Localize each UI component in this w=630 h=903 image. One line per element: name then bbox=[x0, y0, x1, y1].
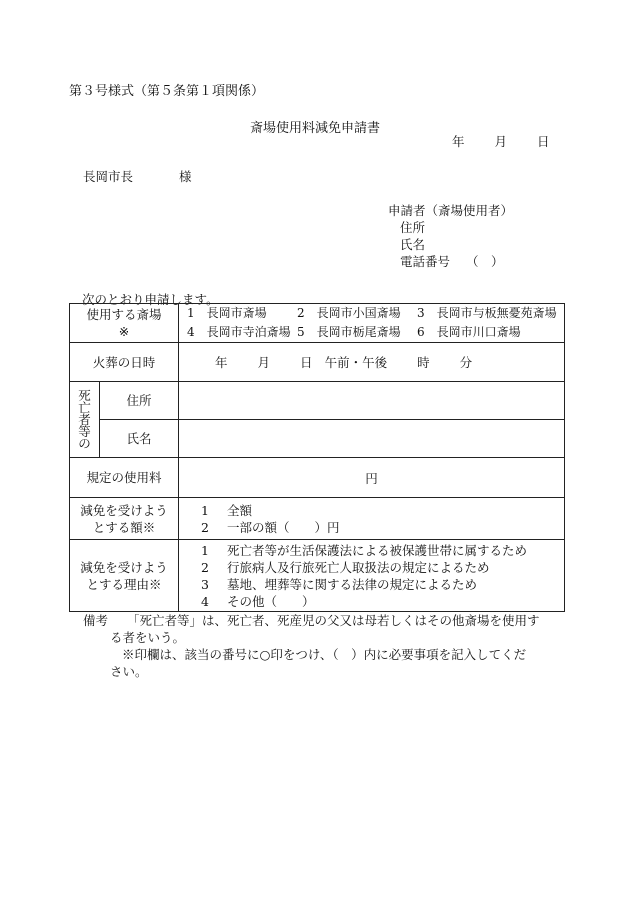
amount-option-1-text: 全額 bbox=[227, 502, 253, 518]
amount-label-line2: とする額※ bbox=[92, 519, 156, 535]
cremation-ampm: 午前・午後 bbox=[324, 355, 388, 370]
document-title: 斎場使用料減免申請書 bbox=[249, 121, 380, 136]
deceased-char-2: 亡 bbox=[78, 399, 91, 415]
cremation-label: 火葬の日時 bbox=[70, 343, 179, 382]
amount-label-line1: 減免を受けよう bbox=[80, 502, 168, 518]
applicant-block bbox=[388, 202, 513, 270]
reason-option-3-num: 3 bbox=[201, 576, 209, 592]
deceased-address-label: 住所 bbox=[100, 382, 179, 420]
amount-row bbox=[70, 498, 565, 540]
reason-option-4-num: 4 bbox=[201, 593, 209, 609]
applicant-address-label: 住所 bbox=[400, 220, 426, 235]
applicant-phone-label: 電話番号 bbox=[400, 254, 451, 269]
cremation-minute: 分 bbox=[459, 355, 473, 370]
facility-label bbox=[70, 304, 179, 343]
intro-text: 次のとおり申請します。 bbox=[82, 292, 219, 307]
deceased-name-label: 氏名 bbox=[100, 420, 179, 458]
applicant-phone bbox=[388, 253, 513, 270]
reason-option-2-text: 行旅病人及行旅死亡人取扱法の規定によるため bbox=[227, 559, 490, 575]
facility-option-1[interactable]: 1 長岡市斎場 bbox=[187, 306, 267, 320]
facility-option-3[interactable]: 3 長岡市与板無憂苑斎場 bbox=[417, 306, 557, 320]
applicant-heading: 申請者（斎場使用者） bbox=[388, 203, 514, 218]
notes-line1-cont: る者をいう。 bbox=[110, 630, 186, 645]
cremation-hour: 時 bbox=[417, 355, 430, 370]
amount-option-2-num: 2 bbox=[201, 519, 209, 535]
notes-line2-cont: さい。 bbox=[110, 664, 148, 679]
fee-unit: 円 bbox=[365, 470, 378, 486]
reason-option-1-num: 1 bbox=[201, 542, 209, 558]
reason-option-2[interactable] bbox=[179, 559, 564, 576]
deceased-char-3: 者 bbox=[78, 411, 91, 427]
deceased-address-field[interactable] bbox=[179, 382, 565, 420]
date-year: 年 bbox=[452, 134, 465, 149]
reason-option-1-text: 死亡者等が生活保護法による被保護世帯に属するため bbox=[227, 542, 528, 558]
amount-options bbox=[179, 498, 565, 540]
facility-option-6[interactable]: 6 長岡市川口斎場 bbox=[417, 325, 521, 339]
reason-label bbox=[70, 540, 179, 612]
applicant-name-label: 氏名 bbox=[400, 237, 426, 252]
deceased-char-1: 死 bbox=[78, 387, 91, 403]
reason-option-1[interactable] bbox=[179, 542, 564, 559]
notes-head: 備考 bbox=[83, 613, 109, 628]
reason-options bbox=[179, 540, 565, 612]
date-month: 月 bbox=[494, 134, 508, 149]
deceased-vertical-label bbox=[70, 382, 100, 458]
facility-row bbox=[70, 304, 565, 343]
reason-option-3-text: 墓地、埋葬等に関する法律の規定によるため bbox=[227, 576, 478, 592]
cremation-year: 年 bbox=[215, 355, 228, 370]
facility-label-line2: ※ bbox=[118, 324, 130, 339]
deceased-char-5: の bbox=[78, 435, 91, 451]
amount-label bbox=[70, 498, 179, 540]
facility-option-4[interactable]: 4 長岡市寺泊斎場 bbox=[187, 325, 291, 339]
amount-option-2-text: 一部の額（ ）円 bbox=[227, 519, 340, 535]
date-day: 日 bbox=[537, 134, 550, 149]
deceased-char-4: 等 bbox=[78, 423, 91, 439]
date-line bbox=[452, 132, 550, 150]
cremation-datetime[interactable] bbox=[179, 343, 565, 382]
facility-options bbox=[179, 304, 565, 343]
notes-block bbox=[83, 612, 568, 680]
deceased-name-field[interactable] bbox=[179, 420, 565, 458]
cremation-day: 日 bbox=[300, 355, 313, 370]
cremation-month: 月 bbox=[257, 355, 271, 370]
addressee-name: 長岡市長 bbox=[83, 169, 134, 184]
fee-row bbox=[70, 458, 565, 498]
reason-row bbox=[70, 540, 565, 612]
amount-option-1-num: 1 bbox=[201, 502, 209, 518]
application-table bbox=[69, 303, 565, 612]
deceased-address-row bbox=[70, 382, 565, 420]
addressee-honorific: 様 bbox=[179, 169, 192, 184]
fee-field[interactable] bbox=[179, 458, 565, 498]
facility-option-5[interactable]: 5 長岡市栃尾斎場 bbox=[297, 325, 401, 339]
reason-option-3[interactable] bbox=[179, 576, 564, 593]
notes-line2: ※印欄は、該当の番号に○印をつけ、（ ）内に必要事項を記入してくだ bbox=[122, 647, 527, 662]
reason-option-4[interactable] bbox=[179, 593, 564, 610]
fee-label: 規定の使用料 bbox=[70, 458, 179, 498]
reason-label-line1: 減免を受けよう bbox=[80, 559, 168, 575]
notes-line1: 「死亡者等」は、死亡者、死産児の父又は母若しくはその他斎場を使用す bbox=[127, 613, 540, 628]
cremation-row bbox=[70, 343, 565, 382]
applicant-phone-paren: （ ） bbox=[466, 254, 504, 269]
amount-option-1[interactable] bbox=[179, 502, 564, 519]
amount-option-2[interactable] bbox=[179, 519, 564, 536]
reason-label-line2: とする理由※ bbox=[86, 576, 162, 592]
reason-option-4-text: その他（ ） bbox=[227, 593, 315, 609]
facility-option-2[interactable]: 2 長岡市小国斎場 bbox=[297, 306, 401, 320]
facility-label-line1: 使用する斎場 bbox=[86, 307, 162, 322]
deceased-name-row bbox=[70, 420, 565, 458]
reason-option-2-num: 2 bbox=[201, 559, 209, 575]
addressee bbox=[83, 167, 192, 185]
form-number: 第３号様式（第５条第１項関係） bbox=[69, 84, 265, 99]
